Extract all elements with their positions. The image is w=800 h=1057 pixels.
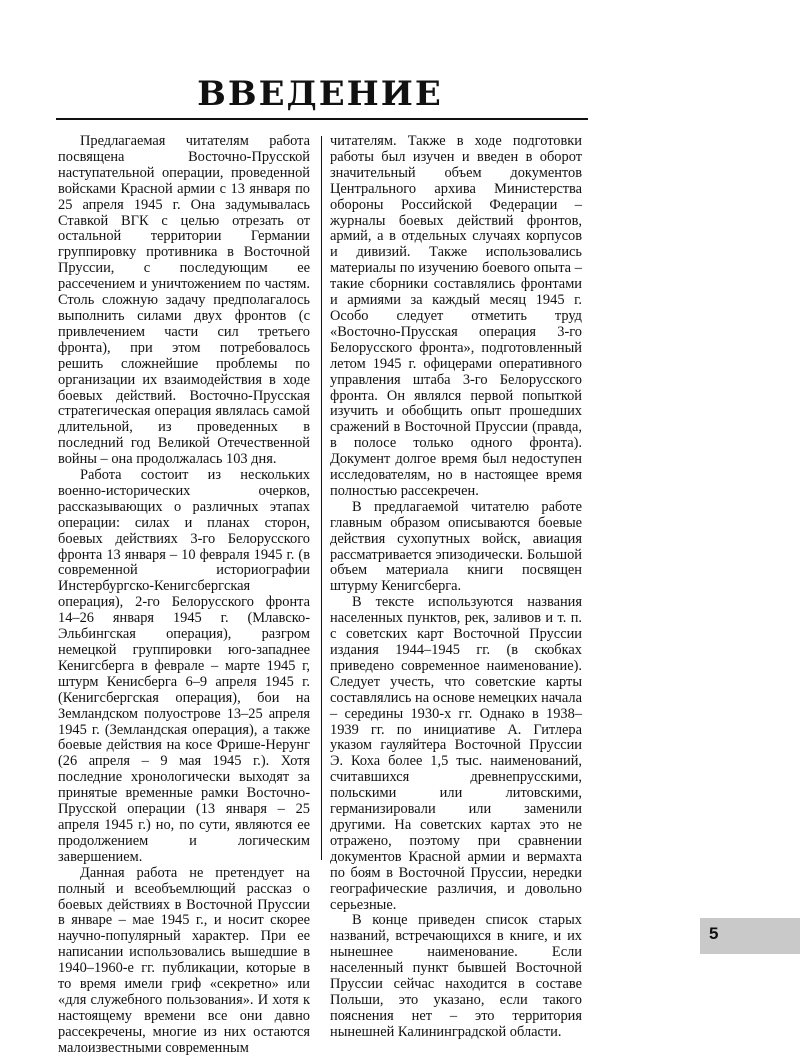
paragraph-sources: Данная работа не претендует на полный и всеобъемлющий рассказ о боевых действиях в Восточной Пруссии в январе – мае 1945 г., и носит скорее научно-популярный характер. При ее написании использовались вышедшие в 1940–1960-е гг. публикации, которые в то время имели гриф «секретно» или «для служебного пользования». И хотя к настоящему времени все они давно рассекречены, многие из них остаются малоизвестными современным	[58, 864, 310, 1056]
paragraph-name-list: В конце приведен список старых названий, встречающихся в книге, и их нынешнее наименование. Если населенный пункт бывшей Восточной Пруссии сейчас находится в составе Польши, это указано, если такого пояснения нет – это территория нынешней Калининградской области.	[330, 912, 582, 1040]
left-column	[58, 134, 310, 1057]
paragraph-sources-continued: читателям. Также в ходе подготовки работы был изучен и введен в оборот значительный объем документов Центрального архива Министерства обороны Российской Федерации – журналы боевых действий фронтов, армий, а в отдельных случаях корпусов и дивизий. Также использовались материалы по изучению боевого опыта – такие сборники составлялись фронтами и армиями за каждый месяц 1945 г. Особо следует отметить труд «Восточно-Прусская операция 3-го Белорусского фронта», подготовленный летом 1945 г. офицерами оперативного управления штаба 3-го Белорусского фронта. Он являлся первой попыткой изучить и обобщить опыт прошедших сражений в Восточной Пруссии (правда, в полосе только одного фронта). Документ долгое время был недоступен исследователям, но в настоящее время полностью рассекречен.	[330, 133, 582, 499]
paragraph-place-names: В тексте используются названия населенных пунктов, рек, заливов и т. п. с советских карт Восточной Пруссии издания 1944–1945 гг. (в скобках приведено современное наименование). Следует учесть, что советские карты составлялись на основе немецких начала – середины 1930-х гг. Однако в 1938–1939 гг. по инициативе А. Гитлера указом гауляйтера Восточной Пруссии Э. Коха более 1,5 тыс. наименований, считавшихся древнепрусскими, польскими или литовскими, германизировали или заменили другими. На советских картах это не отражено, поэтому при сравнении документов Красной армии и вермахта по боям в Восточной Пруссии, нередки географические различия, и довольно серьезные.	[330, 594, 582, 913]
column-divider	[321, 136, 322, 860]
title-rule	[56, 118, 588, 120]
chapter-title: ВВЕДЕНИЕ	[197, 74, 443, 114]
paragraph-structure: Работа состоит из нескольких военно-исторических очерков, рассказывающих о различных этапах операции: силах и планах сторон, боевых действиях 3-го Белорусского фронта 13 января – 10 февраля 1945 г. (в современной историографии Инстербургско-Кенигсбергская операция), 2-го Белорусского фронта 14–26 января 1945 г. (Млавско-Эльбингская операция), разгром немецкой группировки юго-западнее Кенигсберга в феврале – марте 1945 г, штурм Кенисберга 6–9 апреля 1945 г. (Кенигсбергская операция), бои на Земландском полуострове 13–25 апреля 1945 г. (Земландская операция), а также боевые действия на косе Фрише-Нерунг (26 апреля – 9 мая 1945 г.). Хотя последние хронологически выходят за принятые временные рамки Восточно-Прусской операции (13 января – 25 апреля 1945 г.) но, по сути, являются ее продолжением и логическим завершением.	[58, 467, 310, 865]
paragraph-focus: В предлагаемой читателю работе главным образом описываются боевые действия сухопутных войск, авиация рассматривается эпизодически. Большой объем материала книги посвящен штурму Кенигсберга.	[330, 498, 582, 595]
right-column	[330, 134, 582, 1041]
page-number: 5	[709, 924, 719, 943]
paragraph-intro: Предлагаемая читателям работа посвящена Восточно-Прусской наступательной операции, проведенной войсками Красной армии с 13 января по 25 апреля 1945 г. Она задумывалась Ставкой ВГК с целью отрезать от остальной территории Германии группировку противника в Восточной Пруссии, с последующим ее рассечением и уничтожением по частям. Столь сложную задачу предполагалось выполнить силами двух фронтов (с привлечением части сил третьего фронта), при этом потребовалось решить сложнейшие проблемы по организации их взаимодействия в ходе боевых действий. Восточно-Прусская стратегическая операция являлась самой длительной, из проведенных в последний год Великой Отечественной войны – она продолжалась 103 дня.	[58, 133, 310, 468]
page-number-tab	[700, 918, 800, 954]
